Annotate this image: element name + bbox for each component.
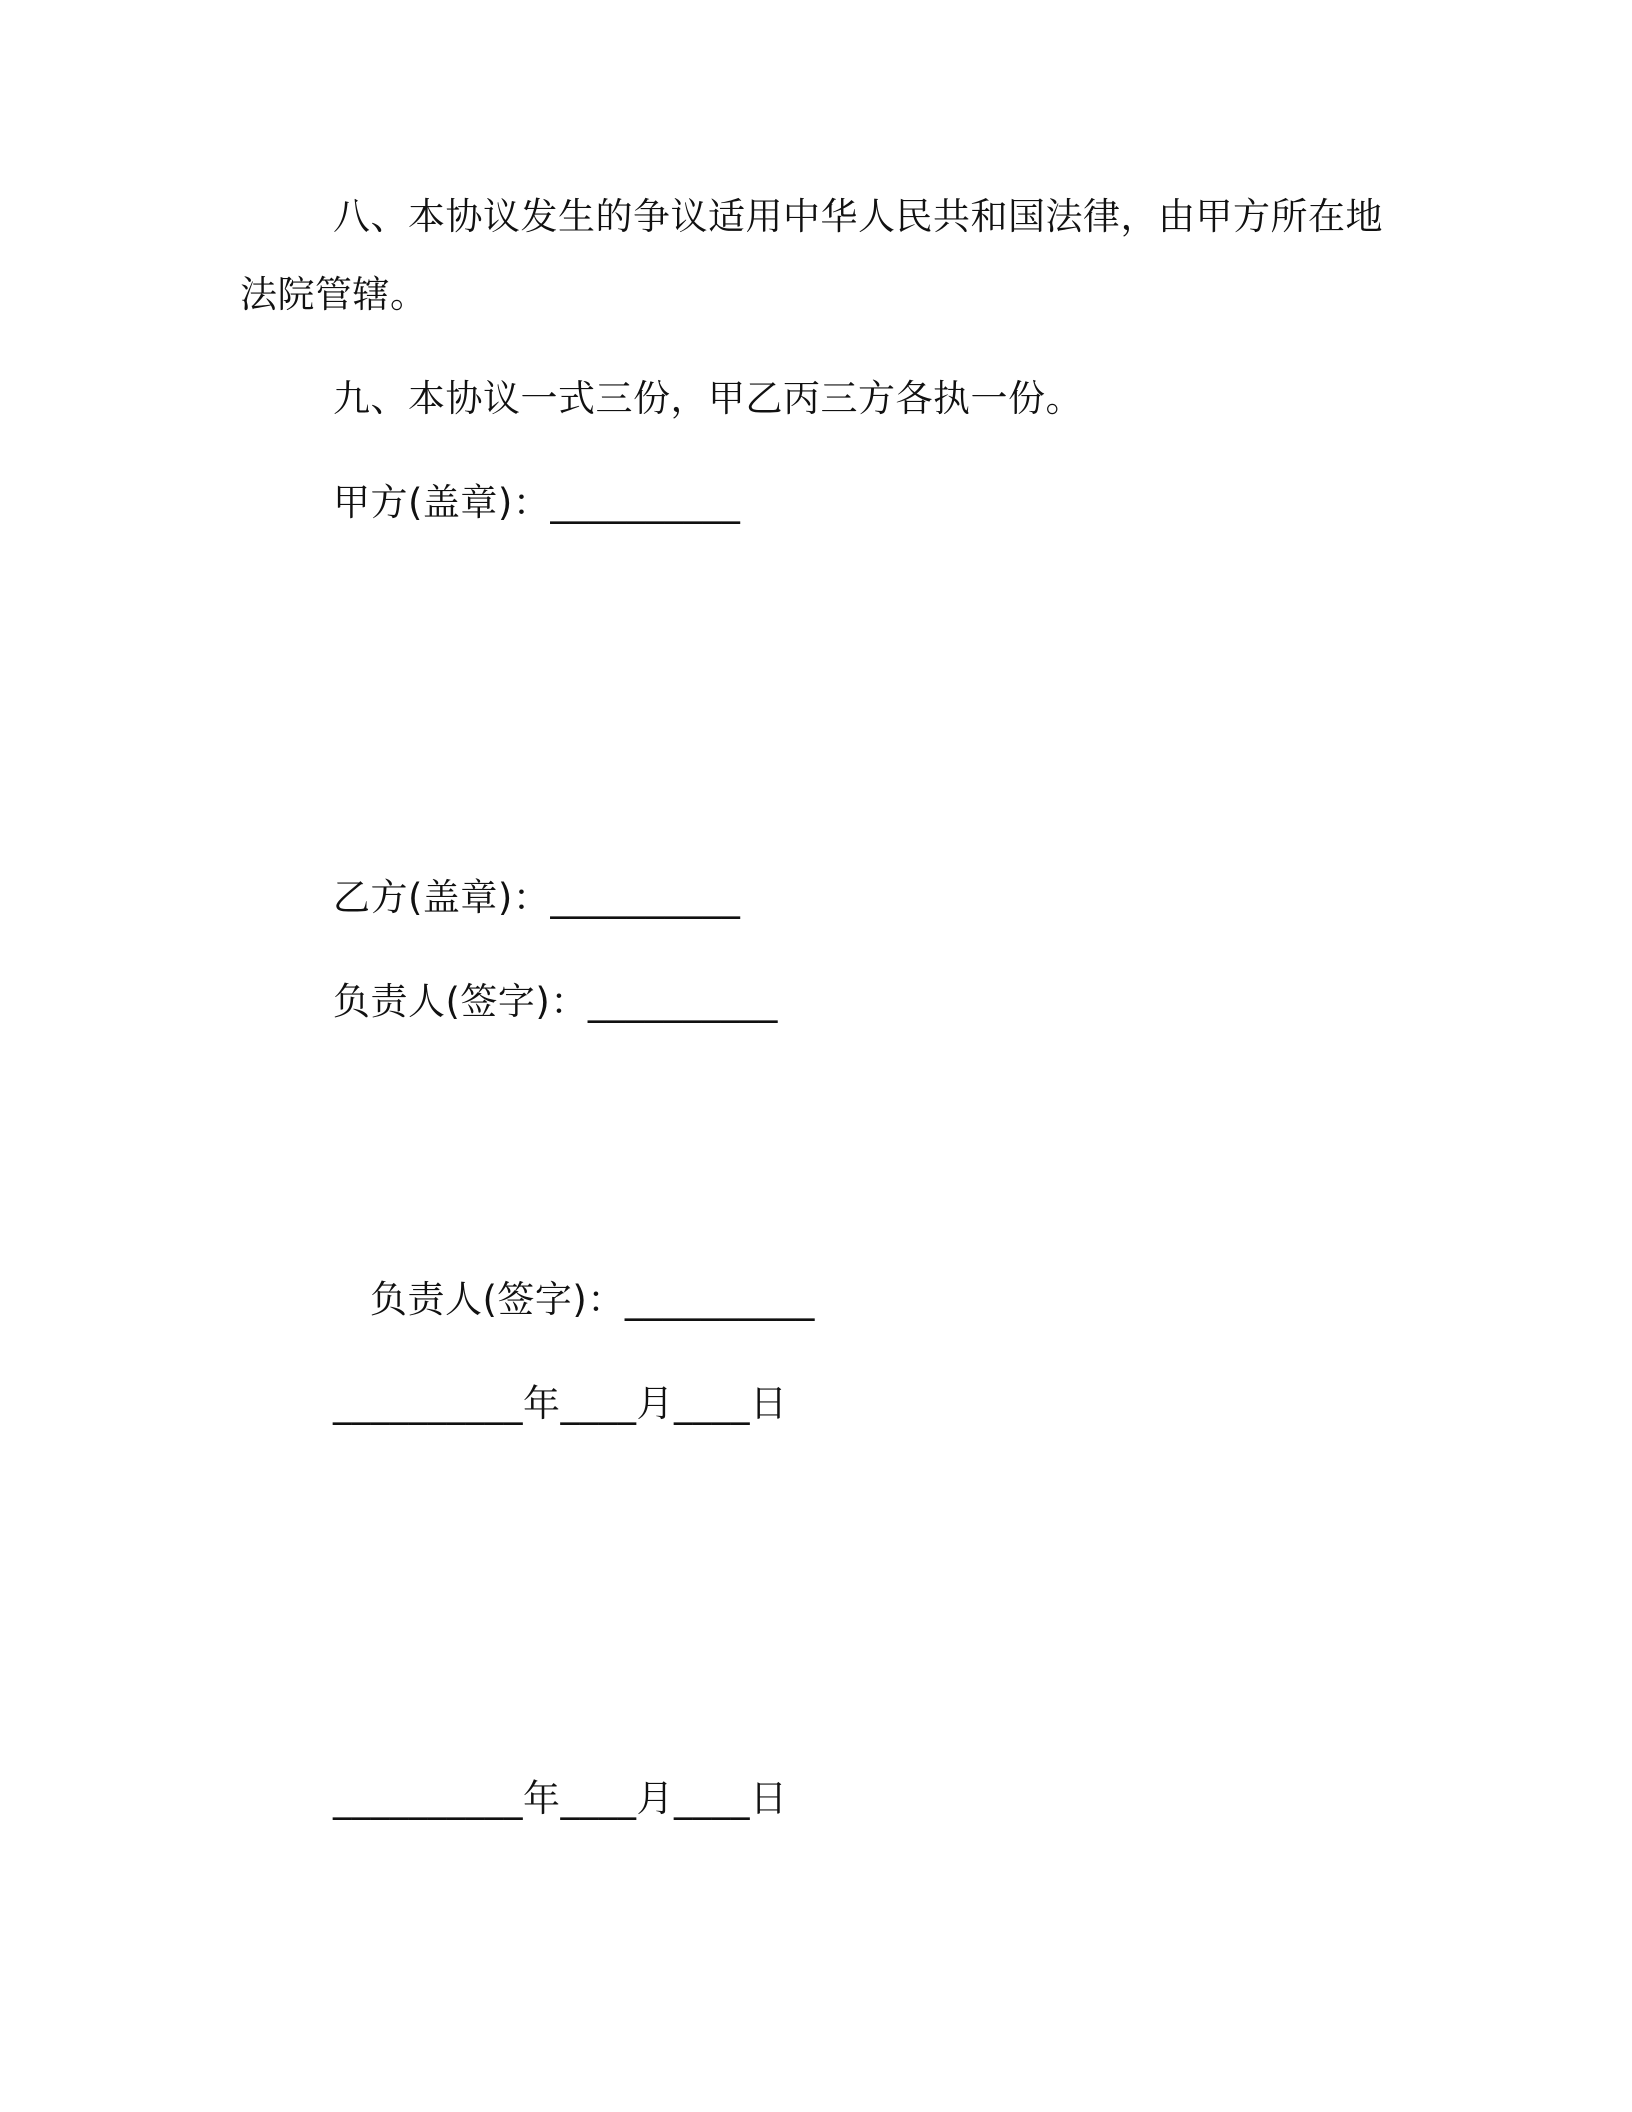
date-line-1: __________年____月____日 [333,1382,788,1425]
clause-8-line-1: 八、本协议发生的争议适用中华人民共和国法律，由甲方所在地 [333,195,1383,238]
party-a-seal-line: 甲方(盖章)：__________ [333,481,741,524]
party-b-seal-line: 乙方(盖章)：__________ [333,876,741,919]
signer-line-2: 负责人(签字)：__________ [370,1278,815,1321]
clause-9: 九、本协议一式三份，甲乙丙三方各执一份。 [333,377,1083,420]
signer-line-1: 负责人(签字)：__________ [333,980,778,1023]
clause-8-line-2: 法院管辖。 [240,273,428,316]
date-line-2: __________年____月____日 [333,1777,788,1820]
